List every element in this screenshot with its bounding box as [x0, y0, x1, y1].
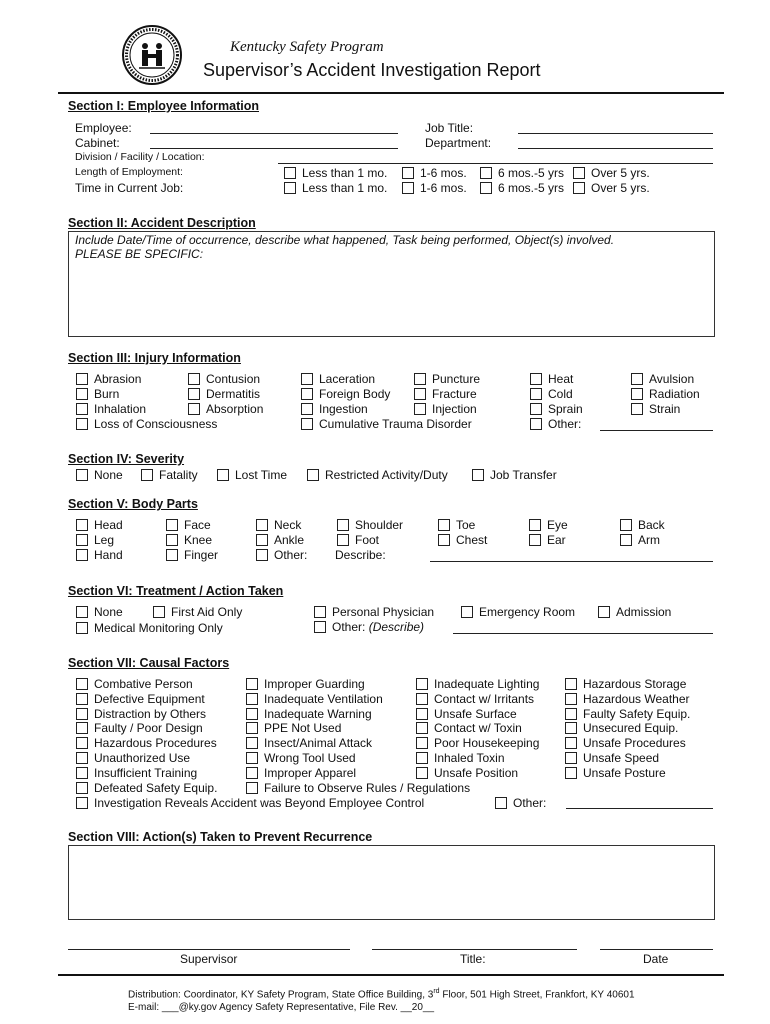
causal-col3-1-checkbox[interactable]	[416, 692, 534, 706]
length-employment-label: Length of Employment:	[75, 166, 183, 178]
body-col7-1-checkbox[interactable]	[620, 533, 660, 547]
treatment-emergency-room-checkbox[interactable]	[461, 605, 575, 619]
causal-col1-2-checkbox[interactable]	[76, 707, 206, 721]
job-title-field[interactable]	[518, 133, 713, 134]
option-label: Eye	[547, 518, 568, 532]
injury-col1-1-checkbox[interactable]	[76, 387, 119, 401]
causal-col2-0-checkbox[interactable]	[246, 677, 365, 691]
section-4-title: Section IV: Severity	[68, 452, 185, 466]
option-label: None	[94, 468, 123, 482]
option-label: Head	[94, 518, 123, 532]
distribution-pre: Distribution: Coordinator, KY Safety Program, State Office Building, 3	[128, 989, 434, 1001]
division-label: Division / Facility / Location:	[75, 151, 205, 163]
option-label: 1-6 mos.	[420, 166, 467, 180]
option-label: Contusion	[206, 372, 261, 386]
severity-fatality-checkbox[interactable]	[141, 468, 198, 482]
length-over5yr-checkbox[interactable]	[573, 166, 650, 180]
causal-col1-6-checkbox[interactable]	[76, 766, 197, 780]
option-label: Ankle	[274, 533, 305, 547]
injury-col4-1-checkbox[interactable]	[414, 387, 477, 401]
option-label: Inadequate Warning	[264, 706, 372, 721]
causal-col2-4-checkbox[interactable]	[246, 736, 372, 750]
body-col1-2-checkbox[interactable]	[76, 548, 123, 562]
supervisor-signature-field[interactable]	[68, 949, 350, 950]
causal-col3-0-checkbox[interactable]	[416, 677, 539, 691]
causal-other-checkbox[interactable]	[495, 796, 546, 810]
injury-col5-1-checkbox[interactable]	[530, 387, 573, 401]
option-label: Foot	[355, 533, 380, 547]
injury-col1-0-checkbox[interactable]	[76, 372, 141, 386]
header-divider	[58, 92, 724, 94]
treatment-other-checkbox[interactable]	[314, 620, 424, 634]
option-label: Lost Time	[235, 468, 288, 482]
body-col3-0-checkbox[interactable]	[256, 518, 301, 532]
causal-col4-0-checkbox[interactable]	[565, 677, 686, 691]
severity-none-checkbox[interactable]	[76, 468, 123, 482]
option-label: Avulsion	[649, 372, 695, 386]
option-label: Over 5 yrs.	[591, 166, 650, 180]
causal-col4-1-checkbox[interactable]	[565, 692, 690, 706]
option-label: Heat	[548, 372, 574, 386]
causal-col2-1-checkbox[interactable]	[246, 692, 383, 706]
option-label: Strain	[649, 402, 681, 416]
option-label: Burn	[94, 387, 120, 401]
employee-field[interactable]	[150, 133, 398, 134]
option-label: Shoulder	[355, 518, 404, 532]
cabinet-label: Cabinet:	[75, 136, 120, 150]
title-label: Title:	[460, 952, 486, 966]
option-label: Other:	[332, 620, 366, 634]
time-current-job-label: Time in Current Job:	[75, 181, 184, 195]
option-label: Defective Equipment	[94, 691, 205, 706]
option-label: Contact w/ Toxin	[434, 721, 522, 736]
option-label: Hazardous Weather	[583, 691, 690, 706]
causal-col4-3-checkbox[interactable]	[565, 721, 678, 735]
option-label: Hazardous Procedures	[94, 736, 217, 751]
causal-col4-4-checkbox[interactable]	[565, 736, 686, 750]
option-label: Chest	[456, 533, 488, 547]
department-label: Department:	[425, 136, 492, 150]
option-label: Ingestion	[319, 402, 368, 416]
option-label: Unsafe Posture	[583, 765, 666, 780]
causal-other-field[interactable]	[566, 808, 713, 809]
option-label: 6 mos.-5 yrs	[498, 166, 565, 180]
treatment-medical-monitoring-checkbox[interactable]	[76, 621, 223, 635]
job-lt1mo-checkbox[interactable]	[284, 181, 387, 195]
option-label: Dermatitis	[206, 387, 261, 401]
option-label: Other:	[274, 548, 308, 562]
causal-col1-5-checkbox[interactable]	[76, 751, 190, 765]
causal-col3-4-checkbox[interactable]	[416, 736, 539, 750]
body-part-describe-field[interactable]	[430, 561, 713, 562]
program-name: Kentucky Safety Program	[230, 39, 384, 55]
ordinal-suffix: rd	[433, 988, 440, 995]
section-8-title: Section VIII: Action(s) Taken to Prevent Recurrence	[68, 830, 373, 844]
accident-instructions: Include Date/Time of occurrence, describe what happened, Task being performed, Object(s) involved.	[75, 233, 615, 247]
option-label: Unauthorized Use	[94, 751, 191, 765]
body-col3-2-checkbox[interactable]	[256, 548, 307, 562]
option-label: Injection	[432, 402, 477, 416]
causal-col1-0-checkbox[interactable]	[76, 677, 193, 691]
option-label: Defeated Safety Equip.	[94, 780, 218, 795]
severity-job-transfer-checkbox[interactable]	[472, 468, 557, 482]
footer-divider	[58, 974, 724, 976]
job-6mo-5yr-checkbox[interactable]	[480, 181, 564, 195]
option-label: Neck	[274, 518, 302, 532]
option-label: Puncture	[432, 372, 481, 386]
body-col3-1-checkbox[interactable]	[256, 533, 304, 547]
supervisor-label: Supervisor	[180, 952, 238, 966]
option-label: Distraction by Others	[94, 706, 207, 721]
body-col7-0-checkbox[interactable]	[620, 518, 665, 532]
be-specific-label: PLEASE BE SPECIFIC:	[75, 247, 204, 261]
causal-col3-2-checkbox[interactable]	[416, 707, 517, 721]
prevention-actions-textarea[interactable]	[68, 845, 715, 920]
option-label: Admission	[616, 605, 672, 619]
option-label: Wrong Tool Used	[264, 751, 356, 765]
body-col1-1-checkbox[interactable]	[76, 533, 114, 547]
option-label: None	[94, 605, 123, 619]
body-col4-1-checkbox[interactable]	[337, 533, 379, 547]
option-label: 6 mos.-5 yrs	[498, 181, 565, 195]
body-col4-0-checkbox[interactable]	[337, 518, 403, 532]
causal-col4-2-checkbox[interactable]	[565, 707, 690, 721]
option-label: First Aid Only	[171, 605, 243, 619]
causal-col3-3-checkbox[interactable]	[416, 721, 522, 735]
injury-col1-2-checkbox[interactable]	[76, 402, 146, 416]
describe-label: Describe:	[335, 548, 386, 562]
section-5-title: Section V: Body Parts	[68, 497, 198, 511]
option-label: Hazardous Storage	[583, 677, 687, 691]
causal-col1-4-checkbox[interactable]	[76, 736, 217, 750]
option-label: Sprain	[548, 402, 583, 416]
injury-col3-0-checkbox[interactable]	[301, 372, 375, 386]
injury-col1-3-checkbox[interactable]	[76, 417, 217, 431]
injury-col3-1-checkbox[interactable]	[301, 387, 390, 401]
option-label: Improper Apparel	[264, 765, 357, 780]
option-label: PPE Not Used	[264, 721, 342, 736]
option-label: Unsecured Equip.	[583, 721, 679, 736]
option-label: Cold	[548, 387, 573, 401]
other-describe-hint: (Describe)	[368, 620, 425, 634]
option-label: Unsafe Speed	[583, 751, 660, 765]
option-label: Other:	[513, 796, 547, 810]
severity-restricted-checkbox[interactable]	[307, 468, 448, 482]
causal-col1-1-checkbox[interactable]	[76, 692, 205, 706]
section-3-title: Section III: Injury Information	[68, 351, 241, 365]
option-label: 1-6 mos.	[420, 181, 467, 195]
causal-col2-2-checkbox[interactable]	[246, 707, 372, 721]
injury-col4-2-checkbox[interactable]	[414, 402, 477, 416]
option-label: Insufficient Training	[94, 765, 198, 780]
job-over5yr-checkbox[interactable]	[573, 181, 650, 195]
option-label: Inhalation	[94, 402, 147, 416]
option-label: Contact w/ Irritants	[434, 691, 535, 706]
department-field[interactable]	[518, 148, 713, 149]
option-label: Inadequate Ventilation	[264, 691, 383, 706]
option-label: Hand	[94, 548, 123, 562]
option-label: Radiation	[649, 387, 700, 401]
option-label: Faulty / Poor Design	[94, 721, 203, 736]
causal-col1-7-checkbox[interactable]	[76, 781, 217, 795]
injury-col3-3-checkbox[interactable]	[301, 417, 472, 431]
length-1-6mo-checkbox[interactable]	[402, 166, 467, 180]
option-label: Other:	[548, 417, 582, 431]
option-label: Back	[638, 518, 665, 532]
injury-col2-0-checkbox[interactable]	[188, 372, 260, 386]
option-label: Combative Person	[94, 677, 193, 691]
length-lt1mo-checkbox[interactable]	[284, 166, 387, 180]
kentucky-seal-logo	[121, 24, 183, 86]
employee-label: Employee:	[75, 121, 132, 135]
option-label: Toe	[456, 518, 476, 532]
causal-col2-5-checkbox[interactable]	[246, 751, 356, 765]
option-label: Emergency Room	[479, 605, 576, 619]
division-field[interactable]	[278, 163, 713, 164]
option-label: Arm	[638, 533, 660, 547]
option-label: Personal Physician	[332, 605, 435, 619]
option-label: Less than 1 mo.	[302, 166, 388, 180]
severity-lost-time-checkbox[interactable]	[217, 468, 287, 482]
body-col2-1-checkbox[interactable]	[166, 533, 212, 547]
email-line: E-mail: ___@ky.gov Agency Safety Representative, File Rev. __20__	[128, 1002, 435, 1013]
section-7-title: Section VII: Causal Factors	[68, 656, 230, 670]
causal-beyond-control-checkbox[interactable]	[76, 796, 424, 810]
distribution-text	[128, 988, 635, 1000]
causal-col4-5-checkbox[interactable]	[565, 751, 659, 765]
option-label: Restricted Activity/Duty	[325, 468, 448, 482]
option-label: Leg	[94, 533, 115, 547]
treatment-personal-physician-checkbox[interactable]	[314, 605, 434, 619]
distribution-post: Floor, 501 High Street, Frankfort, KY 40601	[439, 989, 635, 1001]
option-label: Job Transfer	[490, 468, 557, 482]
body-col2-2-checkbox[interactable]	[166, 548, 218, 562]
causal-col2-6-checkbox[interactable]	[246, 766, 356, 780]
injury-col5-0-checkbox[interactable]	[530, 372, 573, 386]
date-label: Date	[643, 952, 669, 966]
option-label: Cumulative Trauma Disorder	[319, 417, 472, 431]
causal-col3-6-checkbox[interactable]	[416, 766, 518, 780]
body-col6-1-checkbox[interactable]	[529, 533, 566, 547]
option-label: Investigation Reveals Accident was Beyond Employee Control	[94, 796, 425, 810]
treatment-none-checkbox[interactable]	[76, 605, 123, 619]
option-label: Failure to Observe Rules / Regulations	[264, 781, 471, 795]
option-label: Faulty Safety Equip.	[583, 706, 691, 721]
section-2-title: Section II: Accident Description	[68, 216, 256, 230]
option-label: Less than 1 mo.	[302, 181, 388, 195]
option-label: Fracture	[432, 387, 477, 401]
page-title: Supervisor’s Accident Investigation Report	[203, 60, 541, 80]
job-title-label: Job Title:	[425, 121, 474, 135]
option-label: Poor Housekeeping	[434, 736, 540, 751]
body-col5-0-checkbox[interactable]	[438, 518, 475, 532]
treatment-first-aid-checkbox[interactable]	[153, 605, 242, 619]
option-label: Knee	[184, 533, 213, 547]
body-col5-1-checkbox[interactable]	[438, 533, 487, 547]
option-label: Abrasion	[94, 372, 142, 386]
option-label: Unsafe Procedures	[583, 736, 686, 751]
option-label: Medical Monitoring Only	[94, 621, 223, 635]
option-label: Improper Guarding	[264, 677, 365, 691]
cabinet-field[interactable]	[150, 148, 398, 149]
option-label: Absorption	[206, 402, 264, 416]
injury-other-field[interactable]	[600, 430, 713, 431]
body-col1-0-checkbox[interactable]	[76, 518, 123, 532]
option-label: Inadequate Lighting	[434, 677, 540, 691]
length-6mo-5yr-checkbox[interactable]	[480, 166, 564, 180]
job-1-6mo-checkbox[interactable]	[402, 181, 467, 195]
causal-col1-3-checkbox[interactable]	[76, 721, 203, 735]
option-label: Face	[184, 518, 211, 532]
title-signature-field[interactable]	[372, 949, 577, 950]
causal-col4-6-checkbox[interactable]	[565, 766, 666, 780]
injury-col2-1-checkbox[interactable]	[188, 387, 260, 401]
body-col6-0-checkbox[interactable]	[529, 518, 568, 532]
injury-col5-3-checkbox[interactable]	[530, 417, 581, 431]
date-signature-field[interactable]	[600, 949, 713, 950]
injury-col6-1-checkbox[interactable]	[631, 387, 700, 401]
causal-col2-3-checkbox[interactable]	[246, 721, 341, 735]
causal-col3-5-checkbox[interactable]	[416, 751, 505, 765]
treatment-admission-checkbox[interactable]	[598, 605, 671, 619]
injury-col6-0-checkbox[interactable]	[631, 372, 694, 386]
option-label: Laceration	[319, 372, 376, 386]
option-label: Inhaled Toxin	[434, 751, 505, 765]
option-label: Ear	[547, 533, 566, 547]
section-1-title: Section I: Employee Information	[68, 99, 259, 113]
option-label: Over 5 yrs.	[591, 181, 650, 195]
injury-col4-0-checkbox[interactable]	[414, 372, 480, 386]
section-6-title: Section VI: Treatment / Action Taken	[68, 584, 284, 598]
option-label: Loss of Consciousness	[94, 417, 218, 431]
option-label: Fatality	[159, 468, 198, 482]
injury-col5-2-checkbox[interactable]	[530, 402, 583, 416]
option-label: Unsafe Position	[434, 765, 519, 780]
option-label: Foreign Body	[319, 387, 391, 401]
option-label: Finger	[184, 548, 219, 562]
treatment-other-field[interactable]	[453, 633, 713, 634]
causal-failure-to-observe-checkbox[interactable]	[246, 781, 470, 795]
injury-col2-2-checkbox[interactable]	[188, 402, 263, 416]
injury-col3-2-checkbox[interactable]	[301, 402, 368, 416]
option-label: Insect/Animal Attack	[264, 736, 373, 751]
injury-col6-2-checkbox[interactable]	[631, 402, 680, 416]
option-label: Unsafe Surface	[434, 706, 517, 721]
body-col2-0-checkbox[interactable]	[166, 518, 211, 532]
